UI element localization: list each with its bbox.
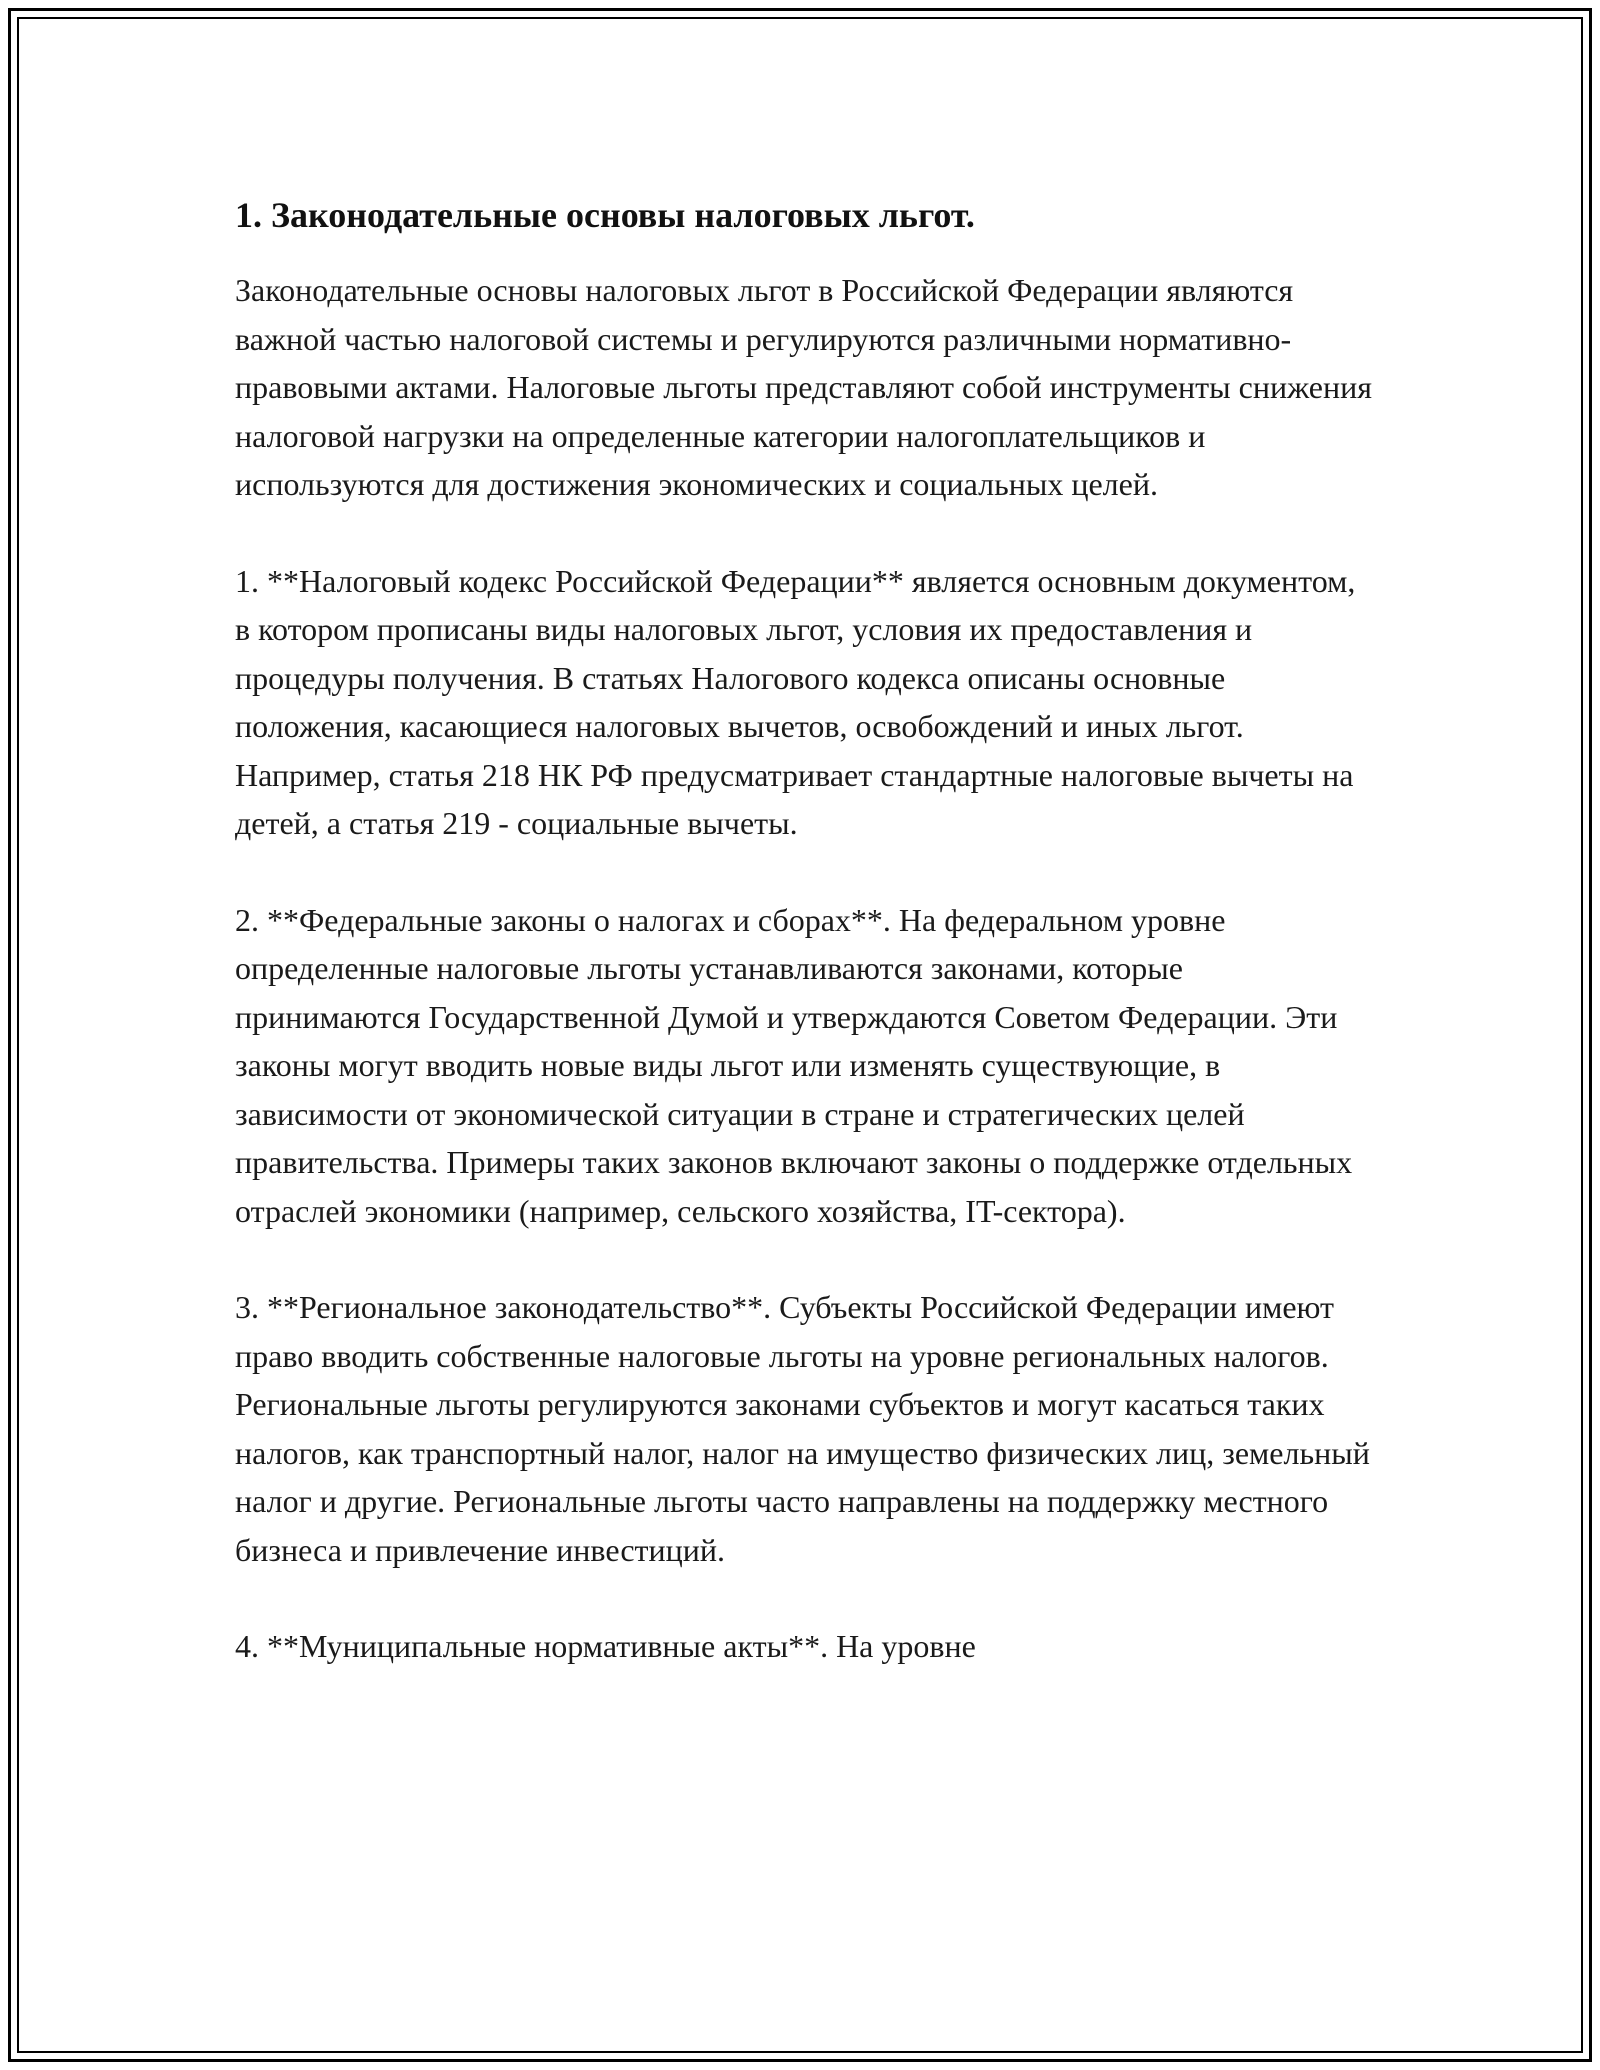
paragraph-intro: Законодательные основы налоговых льгот в Российской Федерации являются важной частью налоговой системы и регулируются различными нормативно-правовыми актами. Налоговые льготы представляют собой инструменты снижения налоговой нагрузки на определенные категории налогоплательщиков и используются для достижения экономических и социальных целей. (235, 272, 1372, 502)
document-body (235, 190, 1375, 1719)
paragraph-regional-legislation: 3. **Региональное законодательство**. Субъекты Российской Федерации имеют право вводить собственные налоговые льготы на уровне региональных налогов. Региональные льготы регулируются законами субъектов и могут касаться таких налогов, как транспортный налог, налог на имущество физических лиц, земельный налог и другие. Региональные льготы часто направлены на поддержку местного бизнеса и привлечение инвестиций. (235, 1289, 1370, 1568)
document-title: 1. Законодательные основы налоговых льгот. (235, 195, 975, 235)
paragraph-tax-code: 1. **Налоговый кодекс Российской Федерации** является основным документом, в котором прописаны виды налоговых льгот, условия их предоставления и процедуры получения. В статьях Налогового кодекса описаны основные положения, касающиеся налоговых вычетов, освобождений и иных льгот. Например, статья 218 НК РФ предусматривает стандартные налоговые вычеты на детей, а статья 219 - социальные вычеты. (235, 562, 1356, 841)
paragraph-municipal-acts: 4. **Муниципальные нормативные акты**. На уровне (235, 1628, 976, 1664)
paragraph-federal-laws: 2. **Федеральные законы о налогах и сборах**. На федеральном уровне определенные налоговые льготы устанавливаются законами, которые принимаются Государственной Думой и утверждаются Советом Федерации. Эти законы могут вводить новые виды льгот или изменять существующие, в зависимости от экономической ситуации в стране и стратегических целей правительства. Примеры таких законов включают законы о поддержке отдельных отраслей экономики (например, сельского хозяйства, IT-сектора). (235, 901, 1353, 1229)
